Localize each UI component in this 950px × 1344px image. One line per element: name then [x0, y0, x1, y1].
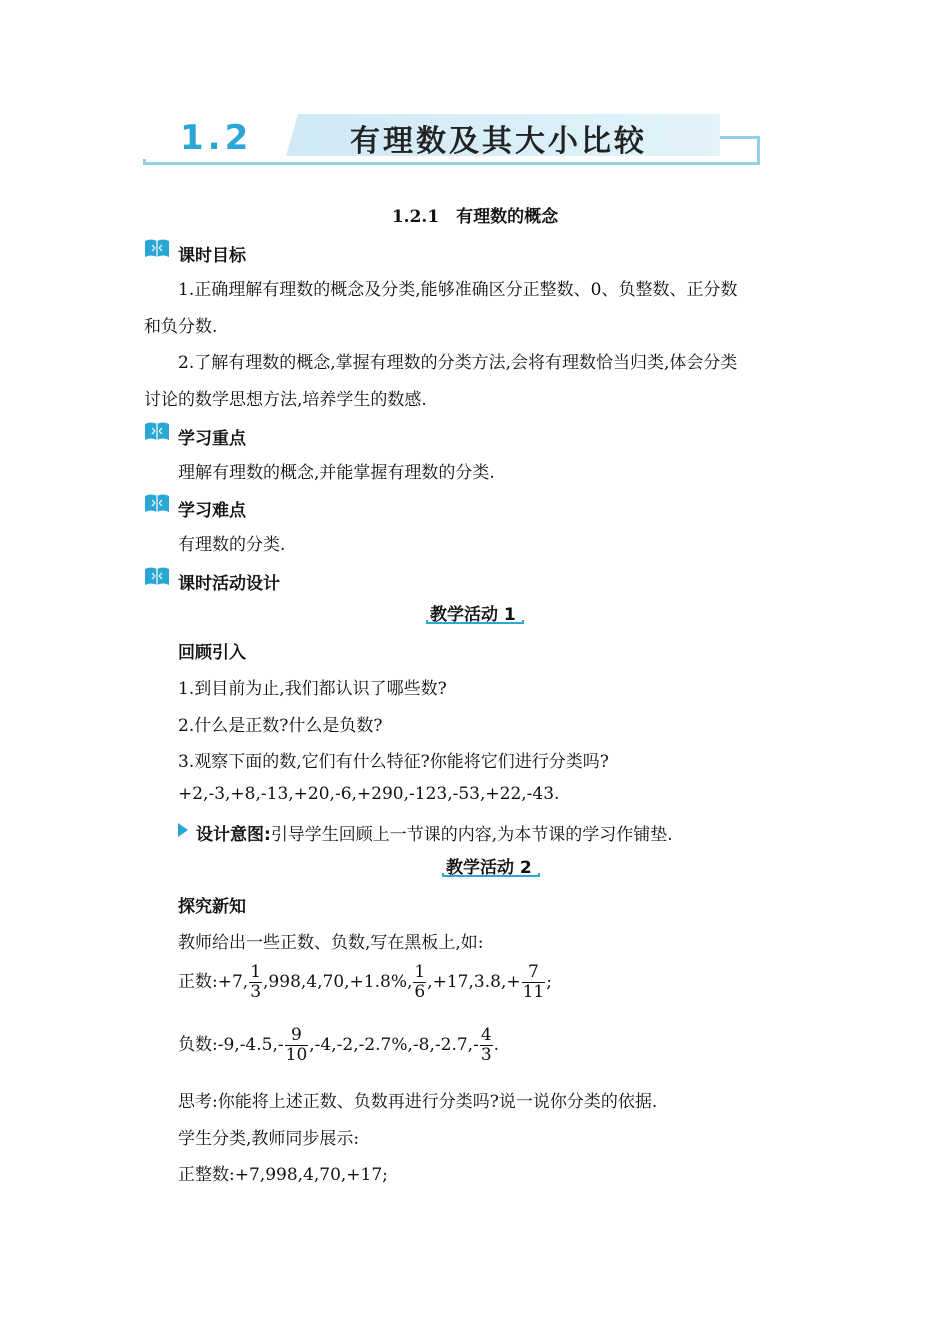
- activity-2-label: 教学活动 2: [446, 858, 532, 878]
- page-title: 有理数及其大小比较: [350, 124, 647, 159]
- think-question: 思考:你能将上述正数、负数再进行分类吗?说一说你分类的依据.: [178, 1092, 658, 1112]
- positive-middle-1: ,998,4,70,+1.8%,: [263, 972, 413, 992]
- fraction-denominator: 10: [285, 1045, 308, 1065]
- design-intent: [196, 820, 673, 845]
- difficult-points-text: 有理数的分类.: [178, 535, 286, 555]
- positive-suffix: ;: [546, 972, 552, 992]
- fraction-numerator: 4: [480, 1025, 492, 1045]
- book-icon: [144, 237, 170, 259]
- negative-prefix: 负数:-9,-4.5,-: [178, 1035, 284, 1055]
- book-icon: [144, 492, 170, 514]
- fraction-1-6: [413, 963, 426, 1002]
- fraction-numerator: 1: [250, 962, 262, 982]
- positive-prefix: 正数:+7,: [178, 972, 249, 992]
- fraction-9-10: [285, 1026, 309, 1065]
- fraction-denominator: 3: [480, 1045, 492, 1065]
- positive-integers: 正整数:+7,998,4,70,+17;: [178, 1165, 388, 1185]
- design-intent-label: 设计意图:: [196, 825, 271, 845]
- key-points-text: 理解有理数的概念,并能掌握有理数的分类.: [178, 463, 495, 483]
- fraction-denominator: 6: [414, 982, 426, 1002]
- positive-middle-2: ,+17,3.8,+: [427, 972, 521, 992]
- activity-1-heading: 回顾引入: [178, 643, 246, 663]
- positive-numbers-line: [178, 963, 552, 1002]
- difficult-points-heading: 学习难点: [178, 501, 246, 521]
- fraction-denominator: 11: [522, 982, 545, 1002]
- fraction-7-11: [522, 963, 546, 1002]
- fraction-denominator: 3: [250, 982, 262, 1002]
- activity-2-underline: [442, 873, 540, 877]
- fraction-numerator: 9: [285, 1026, 309, 1046]
- goal-2-line2: 讨论的数学思想方法,培养学生的数感.: [144, 390, 427, 410]
- fraction-numerator: 1: [414, 962, 426, 982]
- activity-1-underline: [426, 620, 524, 624]
- fraction-4-3: [480, 1026, 493, 1065]
- banner-frame-corner: [718, 136, 760, 162]
- question-1: 1.到目前为止,我们都认识了哪些数?: [178, 679, 447, 699]
- activity-1-label: 教学活动 1: [430, 605, 516, 625]
- activity-design-heading: 课时活动设计: [178, 574, 280, 594]
- activity-2-intro: 教师给出一些正数、负数,写在黑板上,如:: [178, 933, 484, 953]
- negative-numbers-line: [178, 1026, 499, 1065]
- negative-middle: ,-4,-2,-2.7%,-8,-2.7,-: [309, 1035, 479, 1055]
- book-icon: [144, 565, 170, 587]
- question-2: 2.什么是正数?什么是负数?: [178, 716, 383, 736]
- book-icon: [144, 420, 170, 442]
- section-number: 1.2: [180, 118, 253, 158]
- goals-heading: 课时目标: [178, 246, 246, 266]
- student-classify: 学生分类,教师同步展示:: [178, 1129, 360, 1149]
- subsection-title: 1.2.1 有理数的概念: [391, 207, 559, 227]
- activity-2-heading: 探究新知: [178, 897, 246, 917]
- fraction-1-3: [249, 963, 262, 1002]
- question-3: 3.观察下面的数,它们有什么特征?你能将它们进行分类吗?: [178, 752, 609, 772]
- fraction-numerator: 7: [522, 963, 546, 983]
- design-intent-text: 引导学生回顾上一节课的内容,为本节课的学习作铺垫.: [270, 825, 673, 845]
- number-list: +2,-3,+8,-13,+20,-6,+290,-123,-53,+22,-43.: [178, 784, 560, 804]
- goal-1-line1: 1.正确理解有理数的概念及分类,能够准确区分正整数、0、负整数、正分数: [178, 280, 738, 300]
- goal-2-line1: 2.了解有理数的概念,掌握有理数的分类方法,会将有理数恰当归类,体会分类: [178, 353, 738, 373]
- key-points-heading: 学习重点: [178, 429, 246, 449]
- goal-1-line2: 和负分数.: [144, 317, 218, 337]
- triangle-arrow-icon: [178, 823, 188, 837]
- negative-suffix: .: [493, 1035, 500, 1055]
